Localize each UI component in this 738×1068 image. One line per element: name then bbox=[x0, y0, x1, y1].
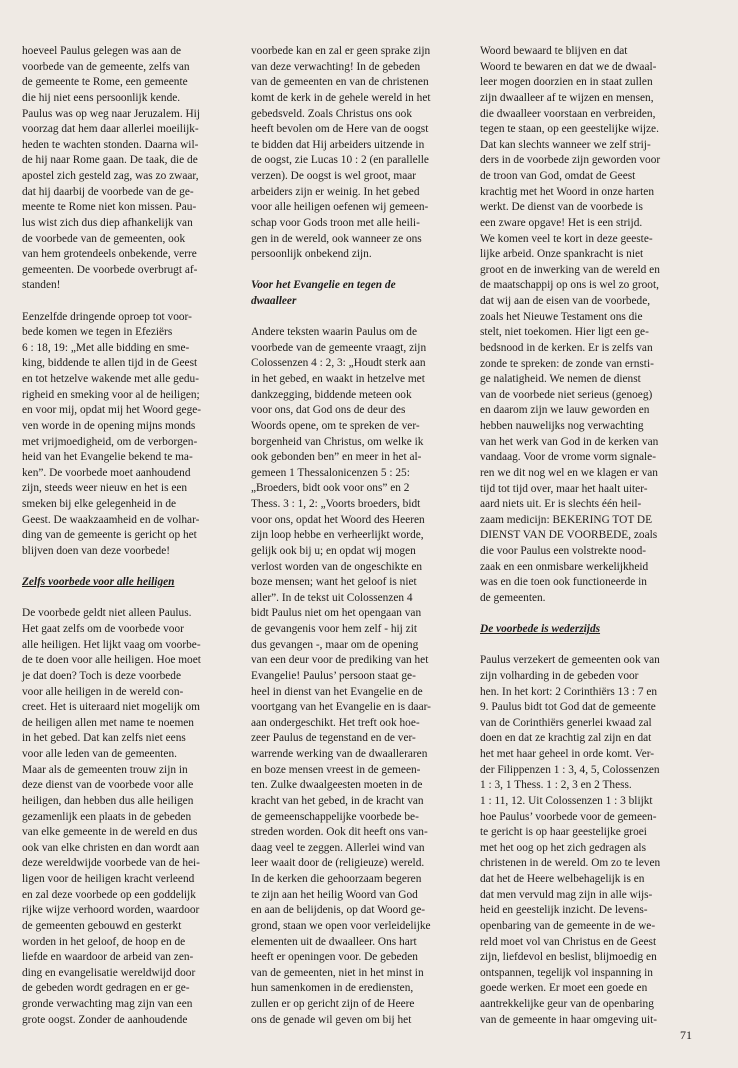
paragraph: De voorbede geldt niet alleen Paulus. Het gaat zelfs om de voorbede voor alle heiligen. Het lijkt vaag om voorbe- de te doen voor alle heiligen. Hoe moet je dat doen? Toch is deze voorbede voor alle heiligen in de wereld con- creet. Het is uiteraard niet mogelijk om de heiligen allen met name te noemen in het gebed. Dat kan zelfs niet eens voor alle leden van de gemeenten. Maar als de gemeenten trouw zijn in deze dienst van de voorbede voor alle heiligen, dan hebben dus alle heiligen gezamenlijk een plaats in de gebeden van elke gemeente in de wereld en dus ook van elke christen en dan wordt aan deze wereldwijde voorbede van de hei- ligen voor de heiligen kracht verleend en zal deze voorbede op een goddelijk rijke wijze verhoord worden, waardoor de gemeenten gebouwd en gesterkt worden in het geloof, de hoop en de liefde en waardoor de arbeid van zen- ding en evangelisatie wereldwijd door de gebeden wordt gedragen en er ge- gronde verwachting mag zijn van een grote oogst. Zonder de aanhoudende bbox=[22, 607, 201, 1026]
paragraph: hoeveel Paulus gelegen was aan de voorbede van de gemeente, zelfs van de gemeente te Rome, een gemeente die hij niet eens persoonlijk kende. Paulus was op weg naar Jeruzalem. Hij voorzag dat hem daar allerlei moeilijk- heden te wachten stonden. Daarna wil- de hij naar Rome gaan. De taak, die de apostel zich gesteld zag, was zo zwaar, dat hij daarbij de voorbede van de ge- meente te Rome niet kon missen. Pau- lus wist zich dus diep afhankelijk van de voorbede van de gemeenten, ook van hem grotendeels onbekende, verre gemeenten. De voorbede overbrugt af- standen! bbox=[22, 45, 200, 292]
paragraph: Paulus verzekert de gemeenten ook van zijn volharding in de gebeden voor hen. In het kort: 2 Corinthiërs 13 : 7 en 9. Paulus bidt tot God dat de gemeente van de Corinthiërs generlei kwaad zal doen en dat ze krachtig zal zijn en dat het met haar geheel in orde komt. Ver- der Filippenzen 1 : 3, 4, 5, Colossenzen 1 : 3, 1 Thess. 1 : 2, 3 en 2 Thess. 1 : 11, 12. Uit Colossenzen 1 : 3 blijkt hoe Paulus’ voorbede voor de gemeen- te gericht is op haar geestelijke groei met het oog op het zich gedragen als christenen in de wereld. Om zo te leven dat het de Heere welbehagelijk is en dat men vervuld mag zijn in alle wijs- heid en geestelijk inzicht. De levens- openbaring van de gemeente in de we- reld moet vol van Christus en de Geest zijn, liefdevol en beslist, blijmoedig en ontspannen, tegelijk vol inspanning in goede werken. Er moet een goede en aantrekkelijke geur van de openbaring van de gemeente in haar omgeving uit- bbox=[480, 654, 661, 1026]
paragraph: voorbede kan en zal er geen sprake zijn van deze verwachting! In de gebeden van de gemeenten en van de christenen komt de kerk in de gehele wereld in het gebedsveld. Zoals Christus ons ook heeft bevolen om de Here van de oogst te bidden dat Hij arbeiders uitzende in de oogst, zie Lucas 10 : 2 (en parallelle verzen). De oogst is wel groot, maar arbeiders zijn er weinig. In het gebed voor alle heiligen oefenen wij gemeen- schap voor Gods troon met alle heili- gen in de wereld, ook wanneer ze ons persoonlijk onbekend zijn. bbox=[251, 45, 431, 261]
paragraph: Woord bewaard te blijven en dat Woord te bewaren en dat we de dwaal- leer mogen doorzien en in staat zullen zijn dwaalleer af te wijzen en mensen, die dwaalleer voorstaan en verbreiden, tegen te staan, op een geestelijke wijze. Dat kan slechts wanneer we zelf strij- ders in de voorbede zijn geworden voor de troon van God, omdat de Geest krachtig met het Woord in onze harten werkt. De dienst van de voorbede is een zware opgave! Het is een strijd. We komen veel te kort in deze geeste- lijke arbeid. Onze spankracht is niet groot en de inwerking van de wereld en de maatschappij op ons is wel zo groot, dat wij aan de eisen van de voorbede, zoals het Nieuwe Testament ons die stelt, niet toekomen. Hier ligt een ge- bedsnood in de kerken. Er is zelfs van zonde te spreken: de zonde van ernsti- ge nalatigheid. We nemen de dienst van de voorbede niet serieus (genoeg) en daarom zijn we lauw geworden en hebben nauwelijks nog verwachting van het werk van God in de kerken van vandaag. Voor de vrome vorm signale- ren we dit nog wel en we klagen er van tijd tot tijd over, maar het haalt uiter- aard niets uit. Er is slechts één heil- zaam medicijn: BEKERING TOT DE DIENST VAN DE VOORBEDE, zoals die voor Paulus een volstrekte nood- zaak en een onmisbare werkelijkheid was en die toen ook functioneerde in de gemeenten. bbox=[480, 45, 661, 604]
section-heading: Voor het Evangelie en tegen de dwaalleer bbox=[251, 279, 396, 307]
text-column-3 bbox=[480, 44, 684, 1044]
page-number: 71 bbox=[680, 1028, 692, 1042]
paragraph: Andere teksten waarin Paulus om de voorbede van de gemeente vraagt, zijn Colossenzen 4 : 2, 3: „Houdt sterk aan in het gebed, en waakt in hetzelve met dankzegging, biddende meteen ook voor ons, dat God ons de deur des Woords opene, om te spreken de ver- borgenheid van Christus, om welke ik ook gebonden ben” en meer in het al- gemeen 1 Thessalonicenzen 5 : 25: „Broeders, bidt ook voor ons” en 2 Thess. 3 : 1, 2: „Voorts broeders, bidt voor ons, opdat het Woord des Heeren zijn loop hebbe en verheerlijkt worde, gelijk ook bij u; en opdat wij mogen verlost worden van de ongeschikte en boze mensen; want het geloof is niet aller”. In de tekst uit Colossenzen 4 bidt Paulus niet om het opengaan van de gevangenis voor hem zelf - hij zit dus gevangen -, maar om de opening van een deur voor de prediking van het Evangelie! Paulus’ persoon staat ge- heel in dienst van het Evangelie en de voortgang van het Evangelie en is daar- aan ondergeschikt. Het treft ook hoe- zeer Paulus de tegenstand en de ver- warrende werking van de dwaalleraren en boze mensen vreest in de gemeen- ten. Zulke dwaalgeesten moeten in de kracht van het gebed, in de kracht van de gemeenschappelijke voorbede be- streden worden. Ook dit heeft ons van- daag veel te zeggen. Allerlei wind van leer waait door de (religieuze) wereld. In de kerken die gehoorzaam begeren te zijn aan het heilig Woord van God en aan de belijdenis, op dat Woord ge- grond, staan we open voor verleidelijke elementen uit de dwaalleer. Ons hart heeft er openingen voor. De gebeden van de gemeenten, niet in het minst in hun samenkomen in de erediensten, zullen er op gericht zijn of de Heere ons de genade wil geven om bij het bbox=[251, 326, 431, 1026]
text-column-2 bbox=[251, 44, 455, 1044]
paragraph: Eenzelfde dringende oproep tot voor- bede komen we tegen in Efeziërs 6 : 18, 19: „Met alle bidding en sme- king, biddende te allen tijd in de Geest en tot hetzelve wakende met alle gedu- righeid en smeking voor al de heiligen; en voor mij, opdat mij het Woord gege- ven worde in de opening mijns monds met vrijmoedigheid, om de verborgen- heid van het Evangelie bekend te ma- ken”. De voorbede moet aanhoudend zijn, steeds weer nieuw en het is een smeken bij elke gelegenheid in de Geest. De waakzaamheid en de volhar- ding van de gemeente is gericht op het blijven doen van deze voorbede! bbox=[22, 310, 202, 557]
section-heading: De voorbede is wederzijds bbox=[480, 623, 601, 636]
section-heading: Zelfs voorbede voor alle heiligen bbox=[22, 576, 175, 589]
text-column-1 bbox=[22, 44, 226, 1044]
